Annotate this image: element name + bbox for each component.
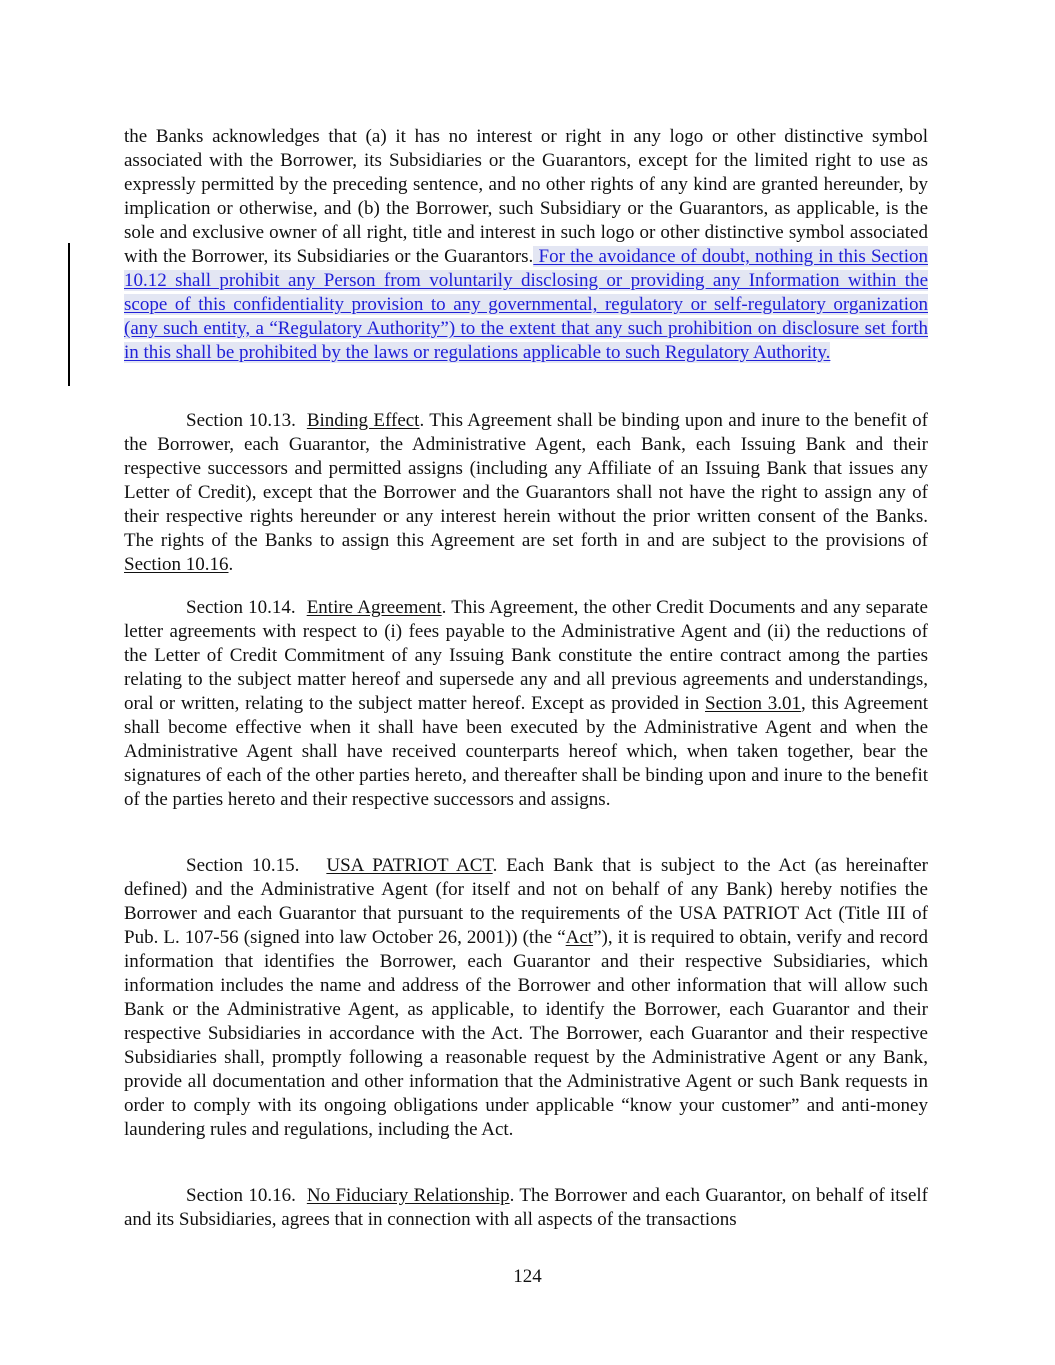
- section-10-13: Section 10.13. Binding Effect. This Agreement shall be binding upon and inure to the benefit of the Borrower, each Guarantor, the Administrative Agent, each Bank, each Issuing Bank and their respective successors and permitted assigns (including any Affiliate of an Issuing Bank that issues any Letter of Credit), except that the Borrower and the Guarantors shall not have the right to assign any of their respective rights hereunder or any interest herein without the prior written consent of the Banks. The rights of the Banks to assign this Agreement are set forth in and are subject to the provisions of Section 10.16.: [124, 410, 928, 575]
- act-defined-term: Act: [565, 927, 594, 948]
- paragraph-continued-text: the Banks acknowledges that (a) it has no interest or right in any logo or other distinctive symbol associated with the Borrower, its Subsidiaries or the Guarantors, except for the limited right to use as expressly permitted by the preceding sentence, and no other rights of any kind are granted hereunder, by implication or otherwise, and (b) the Borrower, such Subsidiary or the Guarantors, as applicable, is the sole and exclusive owner of all right, title and interest in such logo or other distinctive symbol associated with the Borrower, its Subsidiaries or the Guarantors.: [124, 126, 928, 267]
- section-10-16-reference: Section 10.16: [124, 554, 229, 575]
- section-10-14-body-part2: , this Agreement shall become effective when it shall have been executed by the Administrative Agent and when the Administrative Agent shall have received counterparts hereof which, when taken together, bear the signatures of each of the other parties hereto, and thereafter shall be binding upon and inure to the benefit of the parties hereto and their respective successors and assigns.: [124, 693, 929, 810]
- section-10-14-heading: Entire Agreement: [306, 597, 442, 618]
- section-10-16: Section 10.16. No Fiduciary Relationship. The Borrower and each Guarantor, on behalf of itself and its Subsidiaries, agrees that in connection with all aspects of the transactions: [124, 1185, 928, 1230]
- section-10-16-body: The Borrower and each Guarantor, on behalf of itself and its Subsidiaries, agrees that in connection with all aspects of the transactions: [124, 1185, 928, 1230]
- section-10-15-heading: USA PATRIOT ACT: [326, 855, 493, 876]
- section-10-15-body-part1: Each Bank that is subject to the Act (as hereinafter defined) and the Administrative Agent (for itself and not on behalf of any Bank) hereby notifies the Borrower and each Guarantor that pursuant to the requirements of the USA PATRIOT Act (Title III of Pub. L. 107-56 (signed into law October 26, 2001)) (the “: [124, 855, 928, 948]
- section-10-14-body-part1: This Agreement, the other Credit Documents and any separate letter agreements with respect to (i) fees payable to the Administrative Agent and (ii) the reductions of the Letter of Credit Commitment of any Issuing Bank constitute the entire contract among the parties relating to the subject matter hereof and supersede any and all previous agreements and understandings, oral or written, relating to the subject matter hereof. Except as provided in: [124, 597, 928, 714]
- section-10-16-number: Section 10.16.: [186, 1185, 296, 1206]
- section-10-14-number: Section 10.14.: [186, 597, 296, 618]
- paragraph-continued: [124, 125, 928, 365]
- section-10-15-body-part2: ”), it is required to obtain, verify and record information that identifies the Borrower, each Guarantor and their respective Subsidiaries, which information includes the name and address of the Borrower and other information that will allow such Bank or the Administrative Agent, as applicable, to identify the Borrower, each Guarantor and their respective Subsidiaries in accordance with the Act. The Borrower, each Guarantor and their respective Subsidiaries shall, promptly following a reasonable request by the Administrative Agent or any Bank, provide all documentation and other information that the Administrative Agent or such Bank requests in order to comply with its ongoing obligations under applicable “know your customer” and anti-money laundering rules and regulations, including the Act.: [124, 927, 928, 1140]
- section-10-16-heading: No Fiduciary Relationship: [306, 1185, 510, 1206]
- section-10-13-heading: Binding Effect: [306, 410, 420, 431]
- section-10-13-end: .: [228, 554, 234, 575]
- section-3-01-reference: Section 3.01: [705, 693, 801, 714]
- section-10-13-body: This Agreement shall be binding upon and inure to the benefit of the Borrower, each Guarantor, the Administrative Agent, each Bank, each Issuing Bank and their respective successors and permitted assigns (including any Affiliate of an Issuing Bank that issues any Letter of Credit), except that the Borrower and the Guarantors shall not have the right to assign any of their respective rights hereunder or any interest herein without the prior written consent of the Banks. The rights of the Banks to assign this Agreement are set forth in and are subject to the provisions of: [124, 410, 928, 551]
- revision-change-bar: [68, 243, 70, 386]
- page-number: 124: [513, 1266, 542, 1287]
- section-10-13-number: Section 10.13.: [186, 410, 296, 431]
- section-10-15: Section 10.15. USA PATRIOT ACT. Each Bank that is subject to the Act (as hereinafter defined) and the Administrative Agent (for itself and not on behalf of any Bank) hereby notifies the Borrower and each Guarantor that pursuant to the requirements of the USA PATRIOT Act (Title III of Pub. L. 107-56 (signed into law October 26, 2001)) (the “Act”), it is required to obtain, verify and record information that identifies the Borrower, each Guarantor and their respective Subsidiaries, which information includes the name and address of the Borrower and other information that will allow such Bank or the Administrative Agent, as applicable, to identify the Borrower, each Guarantor and their respective Subsidiaries in accordance with the Act. The Borrower, each Guarantor and their respective Subsidiaries shall, promptly following a reasonable request by the Administrative Agent or any Bank, provide all documentation and other information that the Administrative Agent or such Bank requests in order to comply with its ongoing obligations under applicable “know your customer” and anti-money laundering rules and regulations, including the Act.: [124, 855, 928, 1140]
- section-10-15-number: Section 10.15.: [186, 855, 300, 876]
- section-10-14: Section 10.14. Entire Agreement. This Agreement, the other Credit Documents and any separate letter agreements with respect to (i) fees payable to the Administrative Agent and (ii) the reductions of the Letter of Credit Commitment of any Issuing Bank constitute the entire contract among the parties relating to the subject matter hereof and supersede any and all previous agreements and understandings, oral or written, relating to the subject matter hereof. Except as provided in Section 3.01, this Agreement shall become effective when it shall have been executed by the Administrative Agent and when the Administrative Agent shall have received counterparts hereof which, when taken together, bear the signatures of each of the other parties hereto, and thereafter shall be binding upon and inure to the benefit of the parties hereto and their respective successors and assigns.: [124, 597, 929, 810]
- inserted-revision-text: For the avoidance of doubt, nothing in this Section 10.12 shall prohibit any Person from voluntarily disclosing or providing any Information within the scope of this confidentiality provision to any governmental, regulatory or self-regulatory organization (any such entity, a “Regulatory Authority”) to the extent that any such prohibition on disclosure set forth in this shall be prohibited by the laws or regulations applicable to such Regulatory Authority.: [124, 246, 928, 363]
